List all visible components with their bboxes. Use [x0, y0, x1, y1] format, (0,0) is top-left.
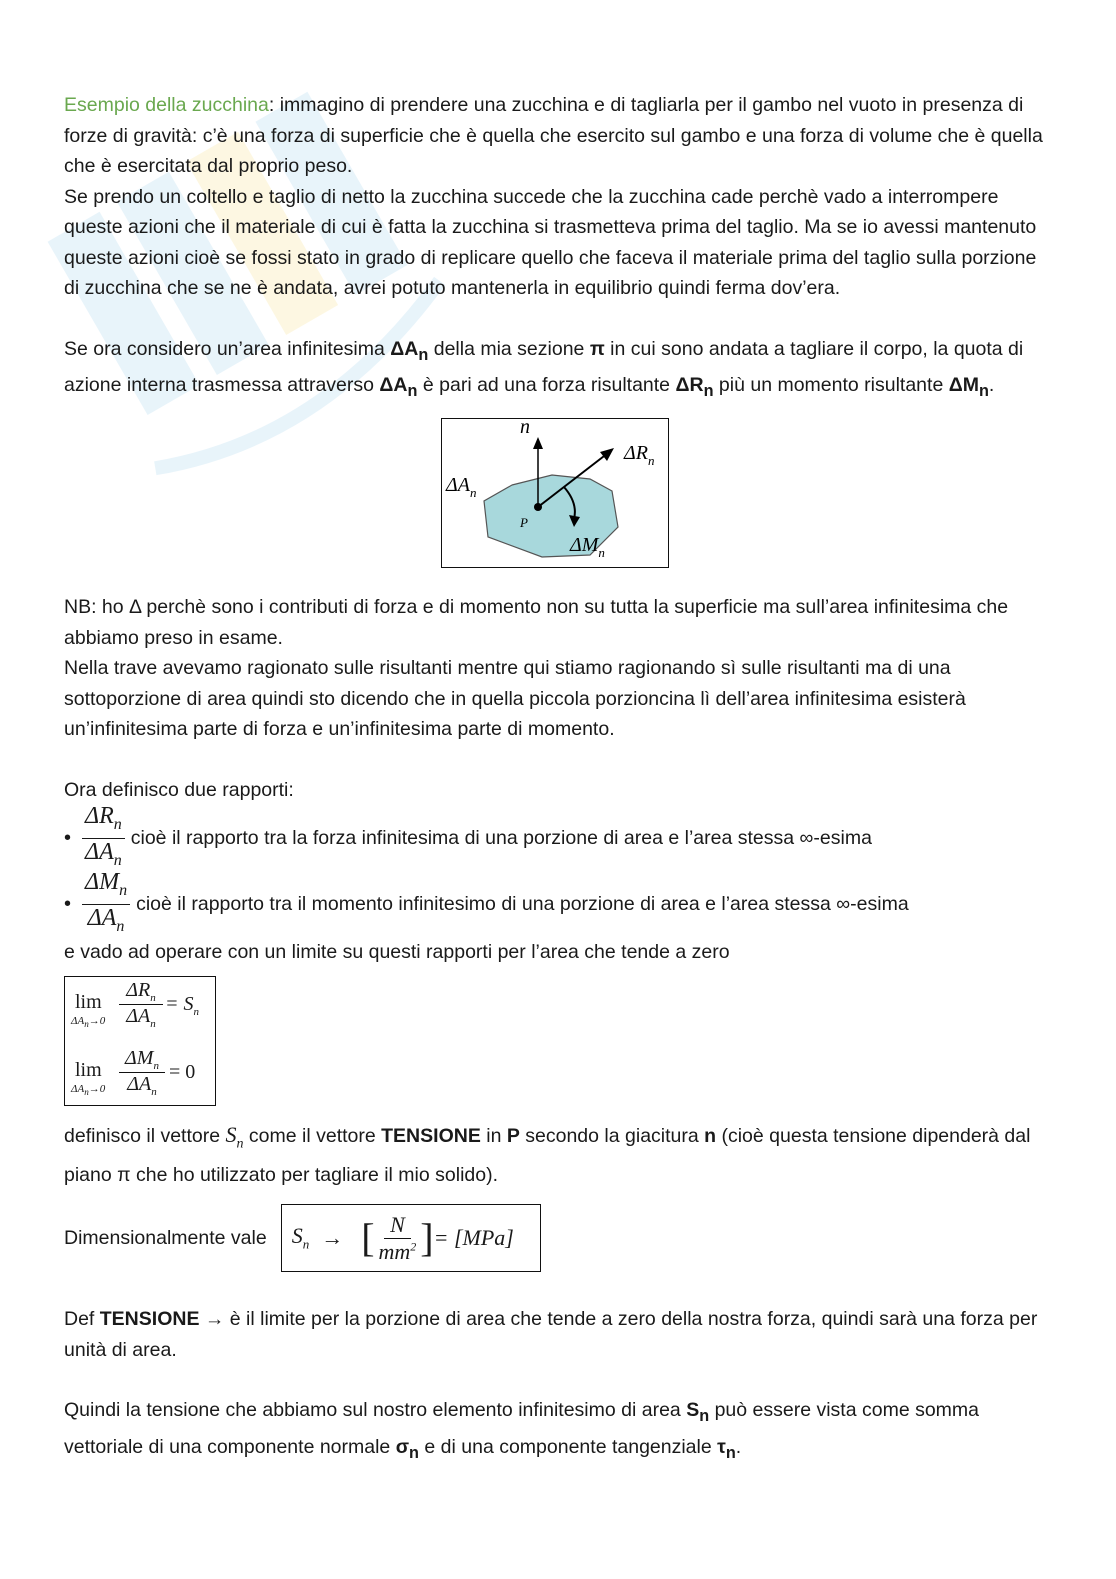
dimension-formula-box: $S_n$ → [ N $mm^2$ ] = [MPa] [281, 1204, 541, 1272]
paragraph-zucchina [64, 90, 1054, 182]
point-P [534, 503, 542, 511]
label-dM: $\Delta M_n$ [570, 534, 605, 561]
zucchina-text: : immagino di prendere una zucchina e di tagliarla per il gambo nel vuoto in presenza di forze di gravità: c’è una forza di superficie che è quella che esercito sul gambo e una forza di volume che è quella che è esercitata dal proprio peso. [64, 94, 1043, 177]
limits-box: lim $\Delta A_n\to 0$ $\Delta R_n$ $\Delta A_n$ = $S_n$ lim $\Delta A_n\to 0$ $\Delta M_n$ $\Delta A_n$ = 0 [64, 976, 216, 1106]
paragraph-area-infinitesima: Se ora considero un’area infinitesima $\Delta A_n$ della mia sezione π in cui sono andata a tagliare il corpo, la quota di azione interna trasmessa attraverso $\Delta A_n$ è pari ad una forza risultante $\Delta R_n$ più un momento risultante $\Delta M_n$. [64, 337, 1024, 400]
paragraph-nb: NB: ho Δ perchè sono i contributi di forza e di momento non su tutta la superficie ma sull’area infinitesima che abbiamo preso in esame. [64, 596, 1009, 649]
label-P: P [520, 515, 528, 531]
paragraph-limite: e vado ad operare con un limite su questi rapporti per l’area che tende a zero [64, 941, 730, 964]
dimension-row [64, 1204, 1054, 1272]
bullet-icon: • [64, 892, 72, 915]
dimension-label: Dimensionalmente vale [64, 1226, 267, 1249]
label-dR: $\Delta R_n$ [624, 442, 655, 469]
paragraph-componenti: Quindi la tensione che abbiamo sul nostro elemento infinitesimo di area $S_n$ può essere vista come somma vettoriale di una componente normale $\sigma_n$ e di una componente tangenziale $\tau_n$. [64, 1399, 980, 1462]
page-content [64, 90, 1054, 1468]
bullet-item-force: • $\frac{\Delta R_n}{\Delta A_n}$ cioè il rapporto tra la forza infinitesima di una porzione di area e l’area stessa ∞-esima [64, 802, 872, 869]
paragraph-rapporti: Ora definisco due rapporti: [64, 778, 294, 801]
force-arrow-head [600, 448, 614, 461]
label-n: n [520, 418, 530, 439]
area-element-figure [441, 418, 669, 568]
normal-arrow-head [533, 437, 543, 449]
paragraph-trave: Nella trave avevamo ragionato sulle risultanti mentre qui stiamo ragionando sì sulle risultanti ma di una sottoporzione di area quindi sto dicendo che in quella piccola porzioncina lì dell’area infinitesima esisterà un’infinitesima parte di forza e un’infinitesima parte di momento. [64, 657, 966, 741]
paragraph-vettore-tensione: definisco il vettore $S_n$ come il vettore TENSIONE in P secondo la giacitura n (cioè questa tensione dipenderà dal piano π che ho utilizzato per tagliare il mio solido). [64, 1121, 1031, 1186]
zucchina-heading: Esempio della zucchina [64, 94, 269, 116]
paragraph-coltello: Se prendo un coltello e taglio di netto la zucchina succede che la zucchina cade perchè vado a interrompere queste azioni che il materiale di cui è fatta la zucchina si trasmetteva prima del taglio. Ma se io avessi mantenuto queste azioni cioè se fossi stato in grado di replicare quello che faceva il materiale prima del taglio sulla porzione di zucchina che se ne è andata, avrei potuto mantenerla in equilibrio quindi ferma dov’era. [64, 185, 1037, 299]
bullet-item-moment: • $\frac{\Delta M_n}{\Delta A_n}$ cioè il rapporto tra il momento infinitesimo di una porzione di area e l’area stessa ∞-esima [64, 868, 909, 935]
label-dA: $\Delta A_n$ [446, 474, 477, 501]
paragraph-def-tensione: Def TENSIONE → è il limite per la porzione di area che tende a zero della nostra forza, quindi sarà una forza per unità di area. [64, 1308, 1038, 1361]
bullet-icon: • [64, 826, 72, 849]
